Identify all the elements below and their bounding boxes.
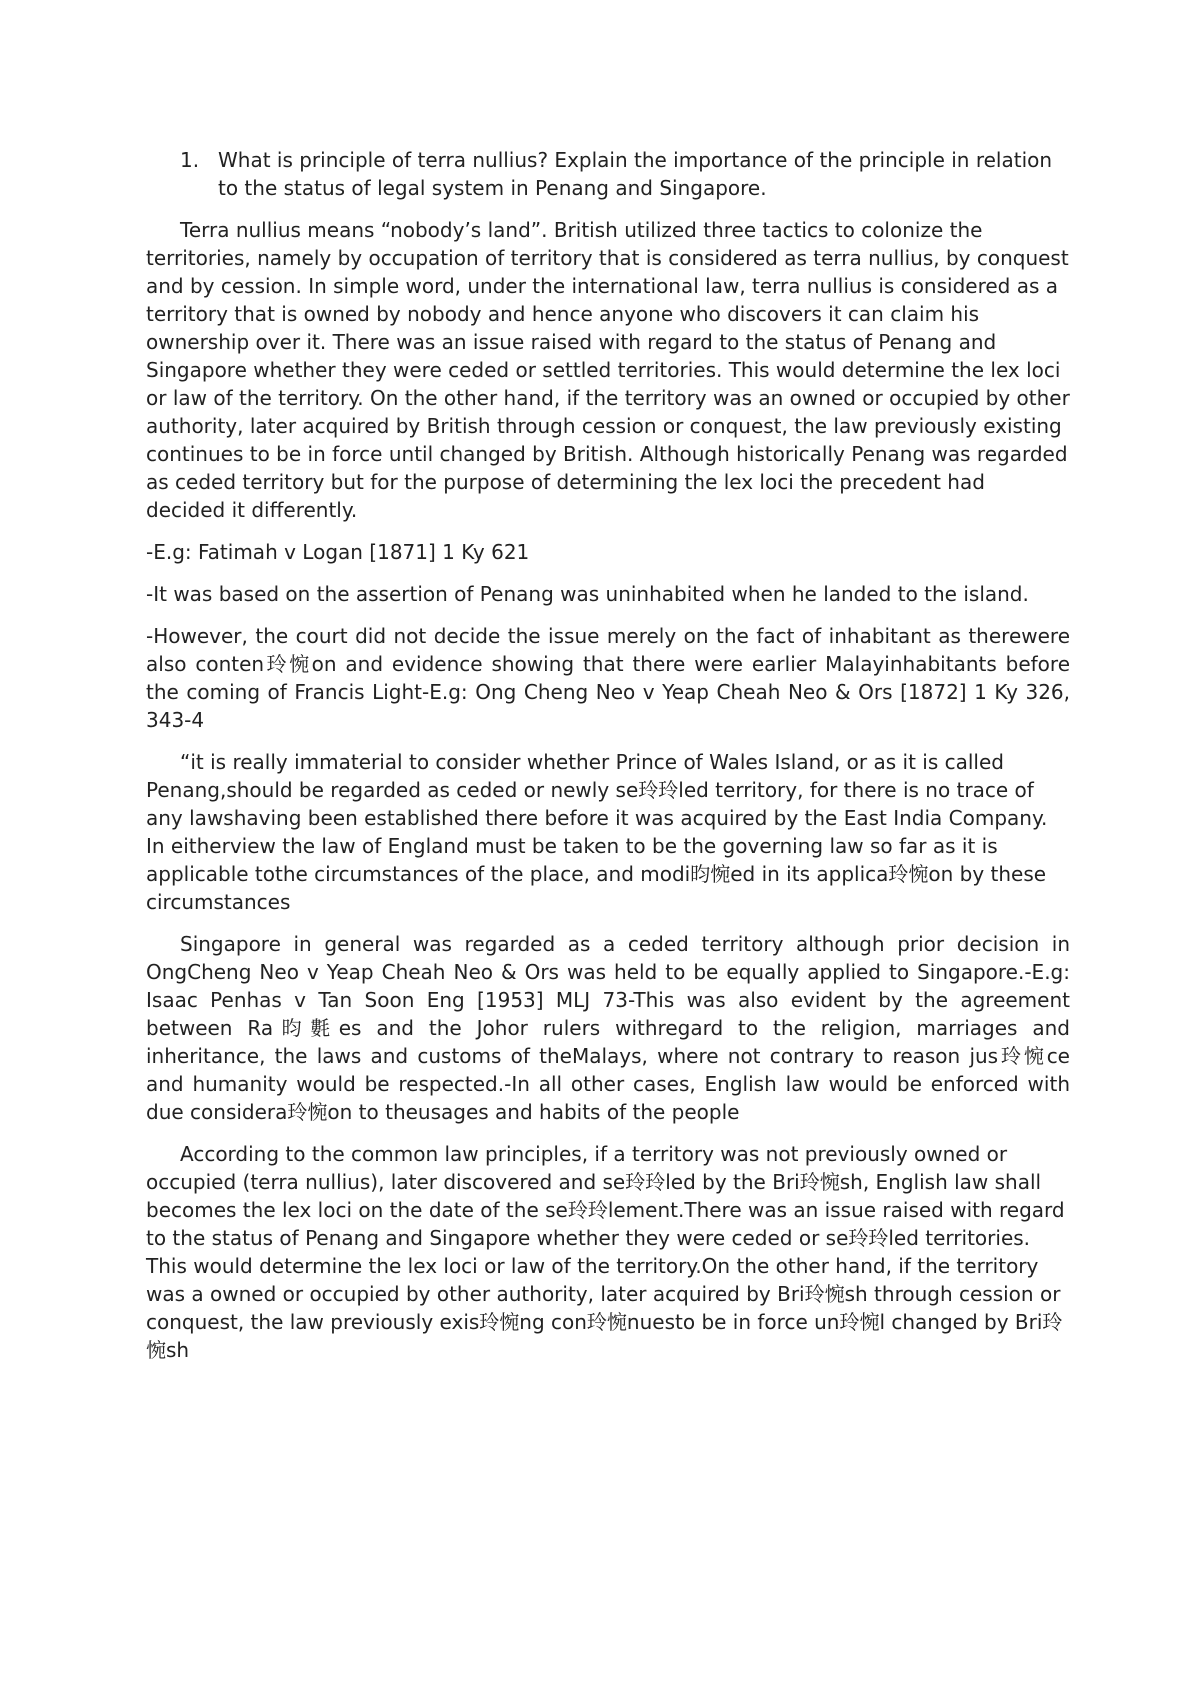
question-item [146, 146, 1070, 202]
paragraph-assertion: -It was based on the assertion of Penang was uninhabited when he landed to the island. [146, 582, 1029, 606]
paragraph-common-law: According to the common law principles, if a territory was not previously owned or occupied (terra nullius), later discovered and se玲玲led by the Bri玲惋sh, English law shall becomes the lex loci on the date of the se玲玲lement.There was an issue raised with regard to the status of Penang and Singapore whether they were ceded or se玲玲led territories. This would determine the lex loci or law of the territory.On the other hand, if the territory was a owned or occupied by other authority, later acquired by Bri玲惋sh through cession or conquest, the law previously exis玲惋ng con玲惋nuesto be in force un玲惋l changed by Bri玲惋sh [146, 1142, 1065, 1362]
paragraph-quote: “it is really immaterial to consider whether Prince of Wales Island, or as it is called Penang,should be regarded as ceded or newly se玲玲led territory, for there is no trace of any lawshaving been established there before it was acquired by the East India Company. In eitherview the law of England must be taken to be the governing law so far as it is applicable tothe circumstances of the place, and modi昀惋ed in its applica玲惋on by these circumstances [146, 750, 1048, 914]
paragraph-example-fatimah: -E.g: Fatimah v Logan [1871] 1 Ky 621 [146, 540, 530, 564]
question-number: 1. [180, 148, 200, 172]
paragraph-however: -However, the court did not decide the issue merely on the fact of inhabitant as therewere also conten玲惋on and evidence showing that there were earlier Malayinhabitants before the coming of Francis Light-E.g: Ong Cheng Neo v Yeap Cheah Neo & Ors [1872] 1 Ky 326, 343-4 [146, 624, 1070, 732]
paragraph-singapore: Singapore in general was regarded as a ceded territory although prior decision in OngCheng Neo v Yeap Cheah Neo & Ors was held to be equally applied to Singapore.-E.g: Isaac Penhas v Tan Soon Eng [1953] MLJ 73-This was also evident by the agreement between Ra昀氀es and the Johor rulers withregard to the religion, marriages and inheritance, the laws and customs of theMalays, where not contrary to reason jus玲惋ce and humanity would be respected.-In all other cases, English law would be enforced with due considera玲惋on to theusages and habits of the people [146, 932, 1070, 1124]
question-text: What is principle of terra nullius? Explain the importance of the principle in relation to the status of legal system in Penang and Singapore. [218, 148, 1053, 200]
paragraph-terra-nullius: Terra nullius means “nobody’s land”. British utilized three tactics to colonize the territories, namely by occupation of territory that is considered as terra nullius, by conquest and by cession. In simple word, under the international law, terra nullius is considered as a territory that is owned by nobody and hence anyone who discovers it can claim his ownership over it. There was an issue raised with regard to the status of Penang and Singapore whether they were ceded or settled territories. This would determine the lex loci or law of the territory. On the other hand, if the territory was an owned or occupied by other authority, later acquired by British through cession or conquest, the law previously existing continues to be in force until changed by British. Although historically Penang was regarded as ceded territory but for the purpose of determining the lex loci the precedent had decided it differently. [146, 218, 1070, 522]
